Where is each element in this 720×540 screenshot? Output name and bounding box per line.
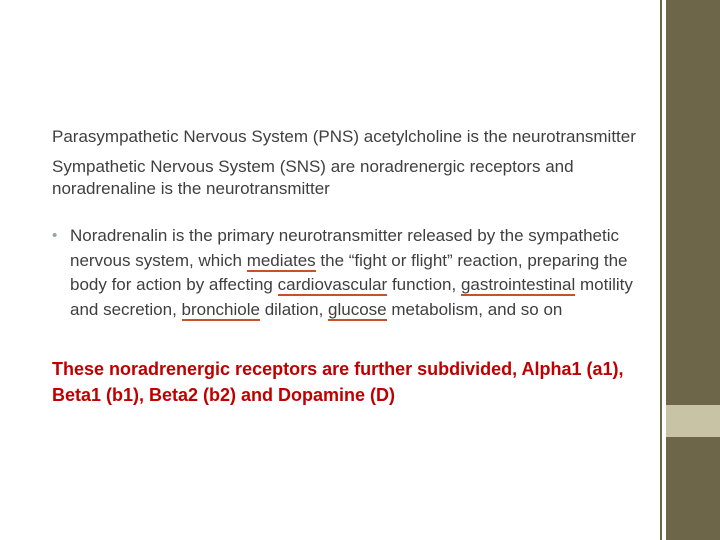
slide-content — [52, 126, 652, 408]
bullet-text-4: motility and secretion, — [70, 275, 633, 319]
bullet-text-1: Noradrenalin is the primary neurotransmitter released by the sympathetic nervous system, which — [70, 226, 619, 270]
link-glucose[interactable]: glucose — [328, 299, 387, 319]
link-mediates[interactable]: mediates — [246, 250, 316, 270]
pns-paragraph: Parasympathetic Nervous System (PNS) acetylcholine is the neurotransmitter — [52, 127, 636, 146]
bullet-item — [52, 224, 652, 322]
bullet-text-3: function, — [387, 275, 461, 294]
bullet-text-6: metabolism, and so on — [386, 299, 563, 319]
receptor-subtypes-highlight: These noradrenergic receptors are further subdivided, Alpha1 (a1), Beta1 (b1), Beta2 (b2) and Dopamine (D) — [52, 359, 624, 405]
link-gastrointestinal[interactable]: gastrointestinal — [460, 275, 576, 294]
link-bronchiole[interactable]: bronchiole — [181, 299, 260, 319]
sidebar-accent-block — [666, 405, 720, 437]
sidebar-decoration — [666, 0, 720, 540]
link-cardiovascular[interactable]: cardiovascular — [277, 275, 388, 294]
bullet-marker: • — [52, 227, 58, 244]
sns-paragraph: Sympathetic Nervous System (SNS) are noradrenergic receptors and noradrenaline is the neurotransmitter — [52, 157, 574, 198]
bullet-text-5: dilation, — [259, 299, 329, 319]
bullet-text-2: the “fight or flight” reaction, preparing the body for action by affecting — [70, 250, 628, 294]
